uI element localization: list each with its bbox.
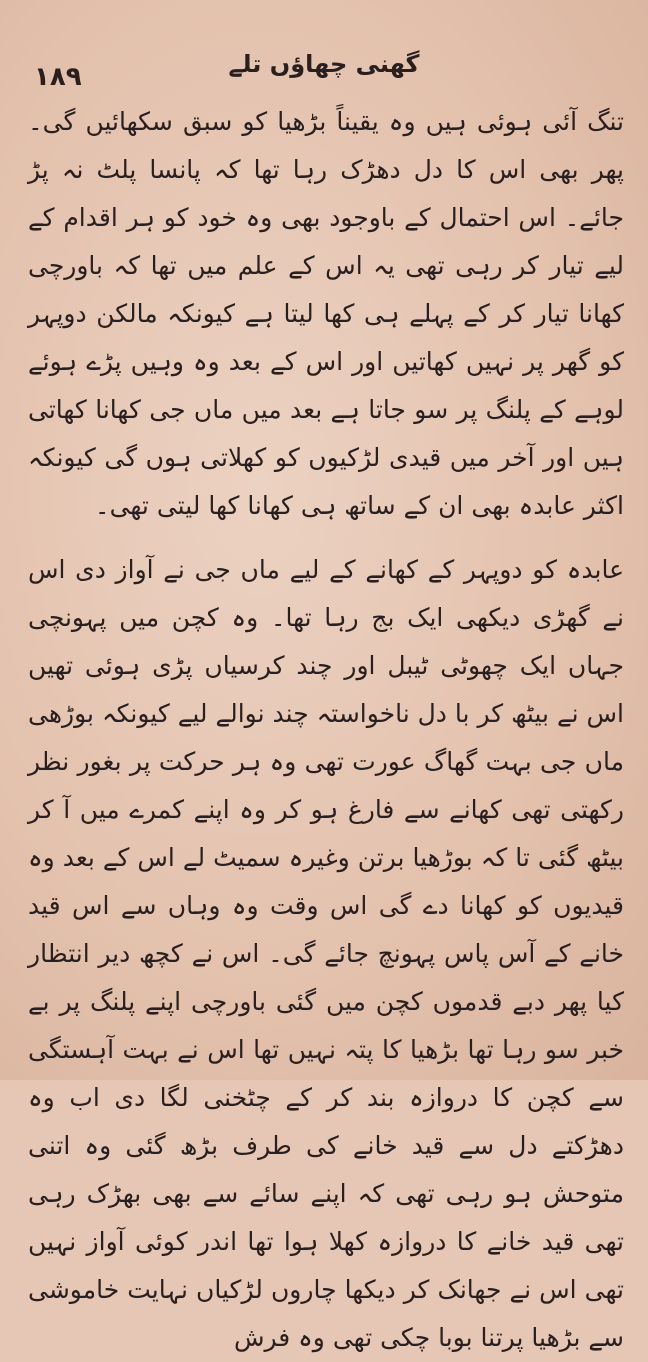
page-number: ۱۸۹ [34, 62, 82, 92]
running-head: گھنی چھاؤں تلے [228, 50, 420, 78]
body-text [28, 98, 624, 1362]
paragraph: عابدہ کو دوپہر کے کھانے کے لیے ماں جی نے آواز دی اس نے گھڑی دیکھی ایک بج رہا تھا۔ وہ کچن میں پہونچی جہاں ایک چھوٹی ٹیبل اور چند کرسیاں پڑی ہوئی تھیں اس نے بیٹھ کر با دل ناخواستہ چند نوالے لیے کیونکہ بوڑھی ماں جی بہت گھاگ عورت تھی وہ ہر حرکت پر بغور نظر رکھتی تھی کھانے سے فارغ ہو کر وہ اپنے کمرے میں آ کر بیٹھ گئی تا کہ بوڑھیا برتن وغیرہ سمیٹ لے اس کے بعد وہ قیدیوں کو کھانا دے گی اس وقت وہ وہاں سے اس قید خانے کے آس پاس پہونچ جائے گی۔ اس نے کچھ دیر انتظار کیا پھر دبے قدموں کچن میں گئی باورچی اپنے پلنگ پر بے خبر سو رہا تھا بڑھیا کا پتہ نہیں تھا اس نے بہت آہستگی سے کچن کا دروازہ بند کر کے چٹخنی لگا دی اب وہ دھڑکتے دل سے قید خانے کی طرف بڑھ گئی وہ اتنی متوحش ہو رہی تھی کہ اپنے سائے سے بھی بھڑک رہی تھی قید خانے کا دروازہ کھلا ہوا تھا اندر کوئی آواز نہیں تھی اس نے جھانک کر دیکھا چاروں لڑکیاں نہایت خاموشی سے بڑھیا پرتنا بوبا چکی تھی وہ فرش [28, 555, 624, 1352]
paragraph: تنگ آئی ہوئی ہیں وہ یقیناً بڑھیا کو سبق سکھائیں گی۔ پھر بھی اس کا دل دھڑک رہا تھا کہ پانسا پلٹ نہ پڑ جائے۔ اس احتمال کے باوجود بھی وہ خود کو ہر اقدام کے لیے تیار کر رہی تھی یہ اس کے علم میں تھا کہ باورچی کھانا تیار کر کے پہلے ہی کھا لیتا ہے کیونکہ مالکن دوپہر کو گھر پر نہیں کھاتیں اور اس کے بعد وہ وہیں پڑے ہوئے لوہے کے پلنگ پر سو جاتا ہے بعد میں ماں جی کھانا کھاتی ہیں اور آخر میں قیدی لڑکیوں کو کھلاتی ہوں گی کیونکہ اکثر عابدہ بھی ان کے ساتھ ہی کھانا کھا لیتی تھی۔ [28, 107, 624, 520]
